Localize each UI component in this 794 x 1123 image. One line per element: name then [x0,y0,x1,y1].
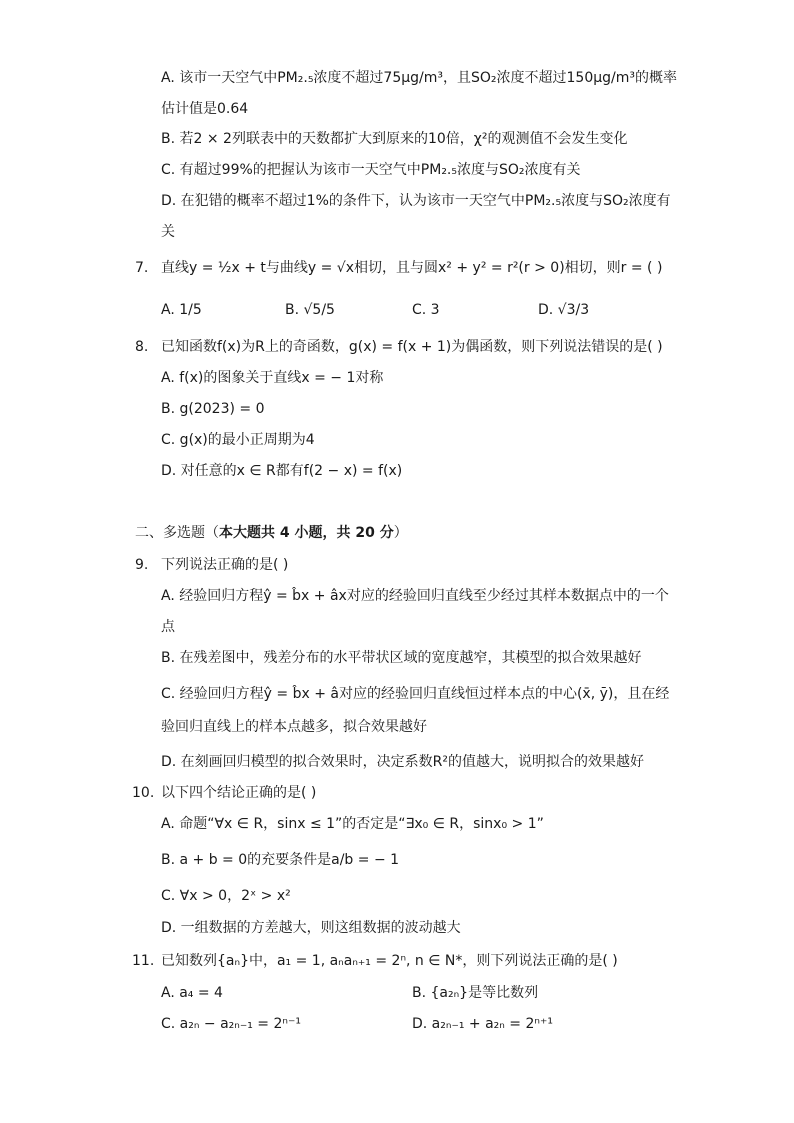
q6-option-d-cont: 关 [161,224,175,240]
q10-number: 10. [132,785,155,801]
q7-number: 7. [135,260,149,276]
q9-option-a-cont: 点 [161,619,175,635]
q9-option-c: C. 经验回归方程ŷ = b̂x + â对应的经验回归直线恒过样本点的中心(x̄, ȳ)，且在经 [161,686,670,702]
q11-number: 11. [132,953,155,969]
q7-option-a: A. 1/5 [161,302,202,318]
section-heading [135,523,408,543]
q9-option-a: A. 经验回归方程ŷ = b̂x + âx对应的经验回归直线至少经过其样本数据点中的一个 [161,588,669,604]
q8-stem: 已知函数f(x)为R上的奇函数，g(x) = f(x + 1)为偶函数，则下列说法错误的是( ) [161,339,663,355]
q11-option-d: D. a₂ₙ₋₁ + a₂ₙ = 2ⁿ⁺¹ [412,1016,553,1032]
q6-option-b: B. 若2 × 2列联表中的天数都扩大到原来的10倍，χ²的观测值不会发生变化 [161,131,628,147]
q10-option-b: B. a + b = 0的充要条件是a/b = − 1 [161,852,400,868]
section-heading-suffix: ） [393,525,408,541]
q10-option-d: D. 一组数据的方差越大，则这组数据的波动越大 [161,920,461,936]
q7-stem: 直线y = ½x + t与曲线y = √x相切，且与圆x² + y² = r²(r > 0)相切，则r = ( ) [161,260,663,276]
q10-option-a: A. 命题“∀x ∈ R，sinx ≤ 1”的否定是“∃x₀ ∈ R，sinx₀ > 1” [161,816,544,832]
q7-option-b: B. √5/5 [285,302,335,318]
q11-option-a: A. a₄ = 4 [161,985,223,1001]
q9-stem: 下列说法正确的是( ) [161,557,289,573]
q9-number: 9. [135,557,149,573]
q6-option-a: A. 该市一天空气中PM₂.₅浓度不超过75μg/m³，且SO₂浓度不超过150μg/m³的概率 [161,70,678,86]
section-heading-bold: 本大题共 4 小题，共 20 分 [219,525,394,541]
q11-stem: 已知数列{aₙ}中，a₁ = 1, aₙaₙ₊₁ = 2ⁿ, n ∈ N*，则下列说法正确的是( ) [161,953,618,969]
q8-option-d: D. 对任意的x ∈ R都有f(2 − x) = f(x) [161,463,403,479]
q7-option-d: D. √3/3 [538,302,590,318]
q9-option-c-cont: 验回归直线上的样本点越多，拟合效果越好 [161,719,427,735]
q11-option-b: B. {a₂ₙ}是等比数列 [412,985,539,1001]
q6-option-c: C. 有超过99%的把握认为该市一天空气中PM₂.₅浓度与SO₂浓度有关 [161,162,581,178]
section-heading-prefix: 二、多选题（ [135,525,219,541]
q11-option-c: C. a₂ₙ − a₂ₙ₋₁ = 2ⁿ⁻¹ [161,1016,301,1032]
q8-option-b: B. g(2023) = 0 [161,401,265,417]
q10-option-c: C. ∀x > 0，2ˣ > x² [161,888,291,904]
q9-option-b: B. 在残差图中，残差分布的水平带状区域的宽度越窄，其模型的拟合效果越好 [161,650,642,666]
q8-option-a: A. f(x)的图象关于直线x = − 1对称 [161,370,384,386]
q10-stem: 以下四个结论正确的是( ) [161,785,317,801]
q7-option-c: C. 3 [412,302,440,318]
q9-option-d: D. 在刻画回归模型的拟合效果时，决定系数R²的值越大，说明拟合的效果越好 [161,754,645,770]
q6-option-d: D. 在犯错的概率不超过1%的条件下，认为该市一天空气中PM₂.₅浓度与SO₂浓度有 [161,193,671,209]
q6-option-a-cont: 估计值是0.64 [161,101,249,117]
q8-number: 8. [135,339,149,355]
q8-option-c: C. g(x)的最小正周期为4 [161,432,315,448]
